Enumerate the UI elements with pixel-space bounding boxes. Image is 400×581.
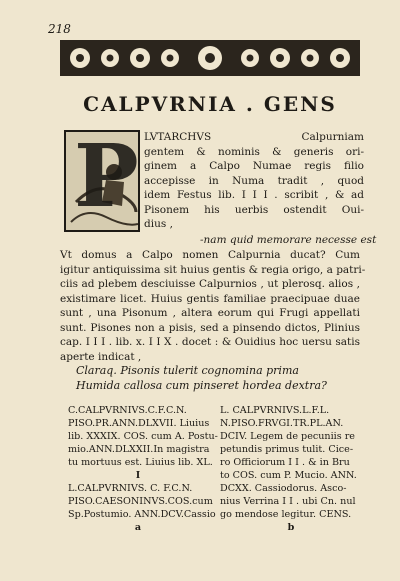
column-a-footnote-mark: a [134,522,142,533]
main-line: existimare licet. Huius gentis familiae praecipuae duae [60,292,360,305]
intro-line: ginem a Calpo Numae regis filio [144,160,364,172]
intro-line: accepisse in Numa tradit , quod [144,174,364,187]
intro-line: LVTARCHVS Calpurniam [144,131,364,143]
column-b-line: nius Verrina I I . ubi Cn. nul [220,496,356,507]
verse-line: Claraq. Pisonis tulerit cognomina prima [76,364,299,377]
intro-line: gentem & nominis & generis ori- [144,145,364,158]
column-b-line: to COS. cum P. Mucio. ANN. [220,470,357,481]
column-a-line: tu mortuus est. Liuius lib. XL. [68,457,213,468]
intro-line: dius , [144,218,173,230]
page-title: CALPVRNIA . GENS [83,92,337,116]
column-b-line: ro Officiorum I I . & in Bru [220,457,350,468]
decorative-header-ornament [60,38,360,78]
intro-line: Pisonem his uerbis ostendit Oui- [144,203,364,216]
column-b-line: go mendose legitur. CENS. [220,509,352,520]
column-b-line: L. CALPVRNIVS.L.F.L. [220,405,330,416]
column-a-line: PISO.CAESONINVS.COS.cum [68,496,213,507]
intro-line: idem Festus lib. I I I . scribit , & ad [144,189,364,201]
column-a-line: C.CALPVRNIVS.C.F.C.N. [68,405,187,416]
column-a-mark: I [135,470,141,481]
page-number: 218 [48,22,71,36]
column-a-line: L.CALPVRNIVS. C. F.C.N. [68,483,193,494]
decorated-initial [64,126,140,232]
column-a-line: lib. XXXIX. COS. cum A. Postu- [68,431,218,442]
verse-line: Humida callosa cum pinseret hordea dextra? [76,379,327,392]
column-a-line: PISO.PR.ANN.DLXVII. Liuius [68,418,210,429]
column-b-line: N.PISO.FRVGI.TR.PL.AN. [220,418,344,429]
column-b-line: DCXX. Cassiodorus. Asco- [220,483,347,494]
main-line: sunt. Pisones non a pisis, sed a pinsendo dictos, Plinius [60,321,360,334]
column-b-footnote-mark: b [287,522,295,533]
quote-line: -nam quid memorare necesse est [200,234,377,246]
intro-paragraph [144,130,364,232]
column-a-line: mio.ANN.DLXXII.In magistra [68,444,210,455]
column-b-line: petundis primus tulit. Cice- [220,444,354,455]
column-b [220,404,362,534]
main-paragraph [60,248,366,364]
main-line: sunt , una Pisonum , altera eorum qui Frugi appellati [60,307,360,319]
column-a [68,404,218,534]
main-line: aperte indicat , [60,350,142,363]
main-line: cap. I I I . lib. x. I I X . docet : & Ouidius hoc uersu satis [60,336,360,348]
main-line: igitur antiquissima sit huius gentis & regia origo, a patri- [60,263,366,276]
initial-letter: P [74,126,139,227]
main-line: ciis ad plebem desciuisse Calpurnios , ut plerosq. alios , [60,278,360,290]
main-line: Vt domus a Calpo nomen Calpurnia ducat? Cum [60,249,360,261]
column-a-line: Sp.Postumio. ANN.DCV.Cassio [68,509,216,520]
column-b-line: DCIV. Legem de pecuniis re [220,431,355,442]
